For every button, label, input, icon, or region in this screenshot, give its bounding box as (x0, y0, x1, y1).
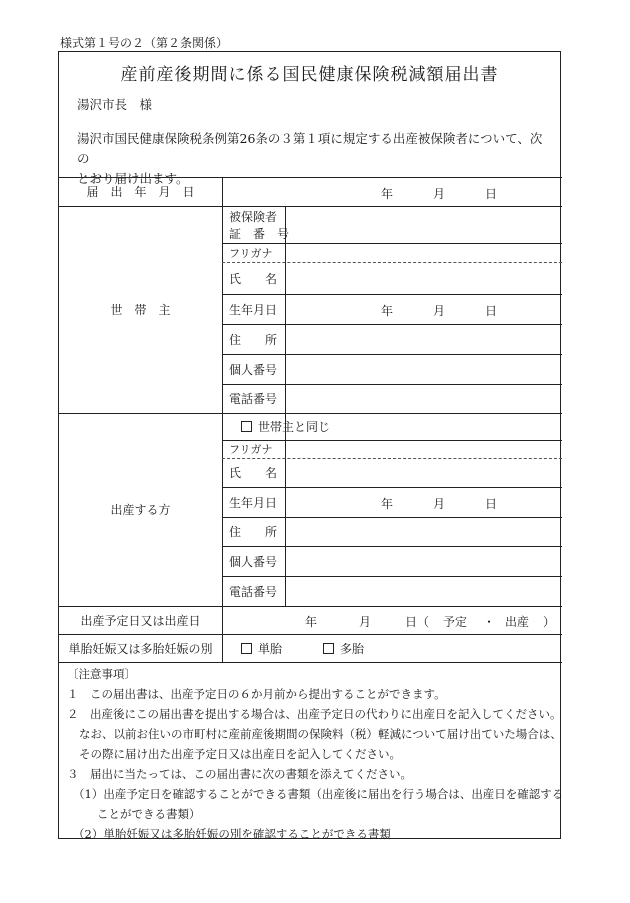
note-3-1b: ことができる書類） (97, 807, 201, 821)
date-month: 月 (433, 187, 446, 201)
m-same-option[interactable] (241, 413, 330, 440)
note-2b: なお、以前お住いの市町村に産前産後期間の保険料（税）軽減について届け出ていた場合は、 (79, 727, 562, 741)
m-birth-year: 年 (381, 497, 394, 511)
h-birth-label: 生年月日 (229, 302, 278, 317)
h-address-label: 住 所 (229, 332, 278, 347)
single-option[interactable] (241, 634, 282, 662)
note-3-1a: （1）出産予定日を確認することができる書類（出産後に届出を行う場合は、出産日を確認する (73, 787, 564, 801)
due-dot: ・ (483, 615, 496, 629)
householder-section-label: 世 帯 主 (110, 303, 171, 317)
h-name-label: 氏 名 (229, 271, 278, 286)
h-insured-line1: 被保険者 (229, 210, 278, 224)
due-planned[interactable]: 予定 (443, 615, 468, 629)
date-label: 届 出 年 月 日 (86, 185, 195, 199)
note-3-2: （2）単胎妊娠又は多胎妊娠の別を確認することができる書類 (73, 827, 391, 841)
note-2a: ２ 出産後にこの届出書を提出する場合は、出産予定日の代わりに出産日を記入してください。 (67, 707, 562, 721)
due-day-open: 日（ (405, 615, 430, 629)
h-birth-day: 日 (485, 304, 498, 318)
form-number: 様式第１号の２（第２条関係） (60, 36, 229, 50)
notes-heading: 〔注意事項〕 (67, 667, 136, 681)
m-birth-label: 生年月日 (229, 495, 278, 510)
note-2c: その際に届け出た出産予定日又は出産日を記入してください。 (79, 747, 401, 761)
due-close: ） (543, 615, 556, 629)
rule-h-insured (222, 243, 562, 244)
multiple-option[interactable] (323, 634, 364, 662)
rule-bottom-divider (222, 606, 223, 662)
h-furigana-label: フリガナ (229, 246, 273, 260)
m-furigana-label: フリガナ (229, 443, 273, 456)
due-born[interactable]: 出産 (505, 615, 530, 629)
m-address-label: 住 所 (229, 525, 278, 539)
m-same-label: 世帯主と同じ (258, 420, 331, 434)
m-birth-month: 月 (433, 497, 446, 511)
rule-notes-top (59, 662, 562, 663)
multiple-checkbox[interactable] (323, 643, 334, 654)
h-birth-year: 年 (381, 304, 394, 318)
h-phone-label: 電話番号 (229, 392, 278, 406)
due-date-label: 出産予定日又は出産日 (80, 613, 201, 628)
intro-line-1: 湯沢市国民健康保険税条例第26条の３第１項に規定する出産被保険者について、次の (77, 131, 543, 166)
h-mynumber-label: 個人番号 (229, 362, 278, 377)
mother-section-label: 出産する方 (110, 503, 171, 517)
m-phone-label: 電話番号 (229, 584, 278, 599)
addressee: 湯沢市長 様 (77, 97, 153, 112)
h-insured-label (229, 209, 289, 243)
single-checkbox[interactable] (241, 643, 252, 654)
multiple-label: 多胎 (340, 641, 365, 656)
due-month: 月 (359, 615, 372, 629)
h-insured-line2: 証 番 号 (229, 227, 290, 241)
rule-m-same (222, 440, 562, 441)
m-mynumber-label: 個人番号 (229, 554, 278, 569)
date-year: 年 (381, 187, 394, 201)
date-day: 日 (485, 187, 498, 201)
pregnancy-label: 単胎妊娠又は多胎妊娠の別 (68, 641, 213, 656)
due-year: 年 (305, 615, 318, 629)
rule-main-divider (222, 177, 223, 606)
note-3: ３ 届出に当たっては、この届出書に次の書類を添えてください。 (67, 767, 412, 781)
form-frame (58, 51, 564, 841)
m-birth-day: 日 (485, 497, 498, 511)
note-1: １ この届出書は、出産予定日の６か月前から提出することができます。 (67, 687, 446, 701)
single-label: 単胎 (258, 641, 283, 656)
m-name-label: 氏 名 (229, 466, 278, 480)
h-birth-month: 月 (433, 304, 446, 318)
form-title: 産前産後期間に係る国民健康保険税減額届出書 (120, 65, 499, 85)
intro-line-2: とおり届け出ます。 (77, 171, 189, 186)
notes-section (67, 664, 564, 844)
m-same-checkbox[interactable] (241, 421, 252, 432)
